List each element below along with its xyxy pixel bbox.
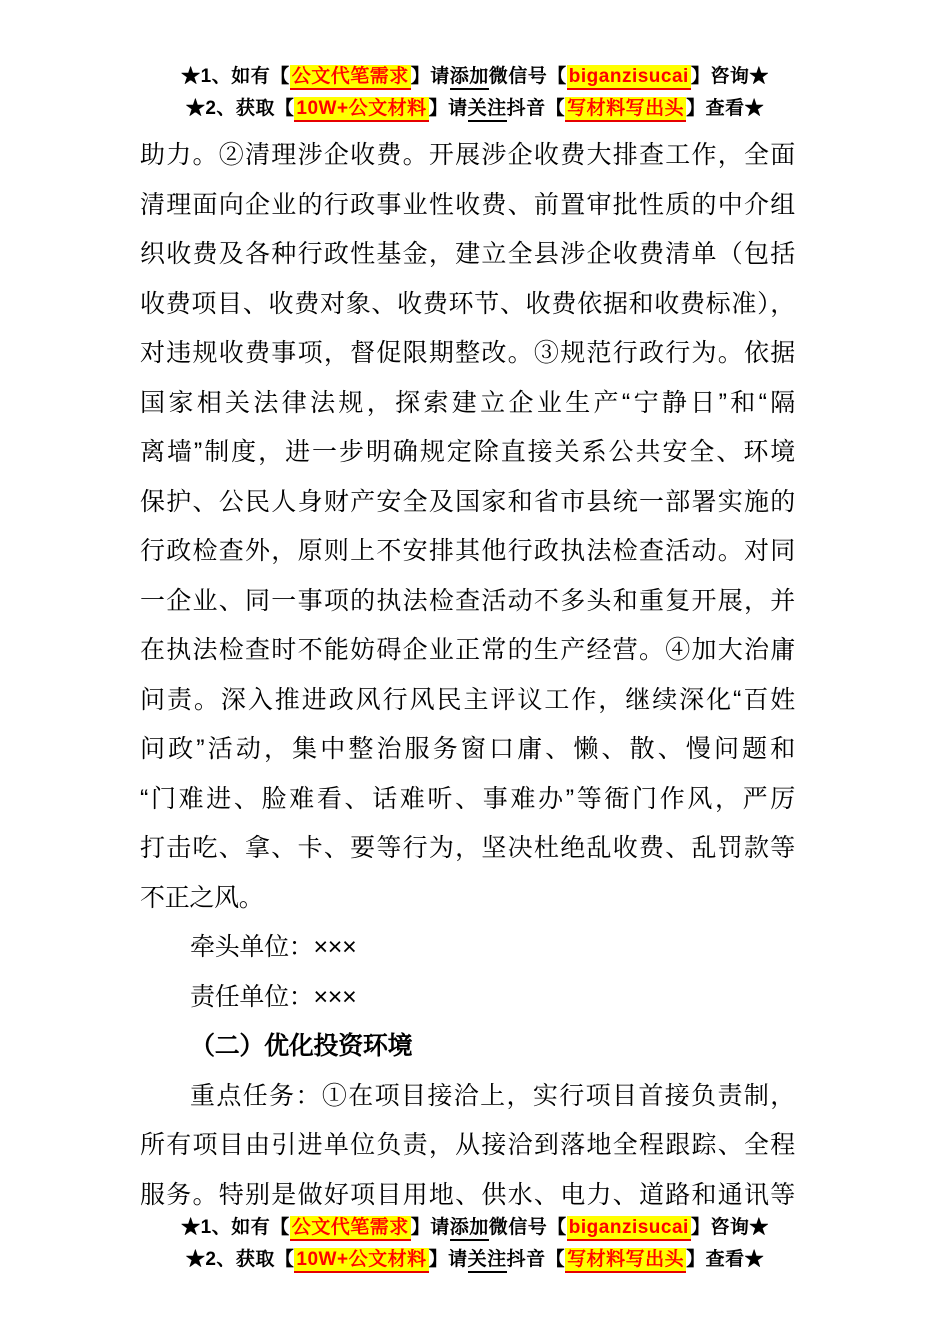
body-line: 在执法检查时不能妨碍企业正常的生产经营。④加大治庸 [140, 636, 795, 664]
promo-text: ★2、获取【 [185, 98, 295, 119]
body-line: 服务。特别是做好项目用地、供水、电力、道路和通讯等 [140, 1180, 795, 1209]
promo-text: 微信号【 [488, 1217, 567, 1238]
promo-footer-line-1 [0, 1212, 950, 1244]
promo-text: 】请 [410, 66, 450, 87]
promo-underline-text: 关注 [468, 1249, 507, 1273]
promo-text: ★1、如有【 [181, 66, 290, 87]
promo-highlight-text: 10W+公文材料 [294, 1248, 428, 1273]
promo-highlight-text: biganzisucai [567, 1216, 691, 1241]
promo-highlight-text: 10W+公文材料 [294, 97, 428, 122]
promo-highlight-text: 公文代笔需求 [290, 1216, 411, 1241]
duty-unit-line: 责任单位：××× [190, 982, 357, 1011]
body-line: “门难进、脸难看、话难听、事难办”等衙门作风，严厉 [140, 784, 795, 813]
promo-underline-text: 关注 [468, 98, 507, 122]
promo-highlight-text: 写材料写出头 [565, 1248, 686, 1273]
promo-highlight-text: 写材料写出头 [565, 97, 686, 122]
body-line: 问责。深入推进政风行风民主评议工作，继续深化“百姓 [140, 685, 795, 714]
body-line: 重点任务：①在项目接洽上，实行项目首接负责制， [190, 1081, 795, 1110]
section-heading: （二）优化投资环境 [190, 1032, 413, 1060]
promo-highlight-text: biganzisucai [567, 65, 691, 90]
document-body [140, 131, 795, 1220]
body-line: 收费项目、收费对象、收费环节、收费依据和收费标准）， [140, 289, 795, 318]
body-line: 一企业、同一事项的执法检查活动不多头和重复开展，并 [140, 586, 795, 615]
promo-text: 微信号【 [488, 66, 567, 87]
promo-footer-line-2 [0, 1244, 950, 1276]
promo-underline-text: 添加 [450, 1217, 489, 1241]
promo-text: 】请 [428, 98, 468, 119]
body-line: 织收费及各种行政性基金，建立全县涉企收费清单（包括 [140, 240, 795, 268]
body-line: 保护、公民人身财产安全及国家和省市县统一部署实施的 [140, 487, 795, 516]
body-line: 问政”活动，集中整治服务窗口庸、懒、散、慢问题和 [140, 735, 795, 763]
promo-text: 】请 [410, 1217, 450, 1238]
body-line: 所有项目由引进单位负责，从接洽到落地全程跟踪、全程 [140, 1131, 795, 1159]
body-line: 离墙”制度，进一步明确规定除直接关系公共安全、环境 [140, 438, 795, 466]
promo-text: ★2、获取【 [185, 1249, 295, 1270]
lead-unit-line: 牵头单位：××× [190, 933, 357, 961]
promo-header-line-1 [0, 61, 950, 93]
promo-text: ★1、如有【 [181, 1217, 290, 1238]
promo-text: 抖音【 [506, 98, 566, 119]
body-line: 清理面向企业的行政事业性收费、前置审批性质的中介组 [140, 190, 795, 219]
body-line: 不正之风。 [140, 883, 264, 912]
promo-text: 】咨询★ [690, 66, 769, 87]
body-line: 打击吃、拿、卡、要等行为，坚决杜绝乱收费、乱罚款等 [140, 834, 795, 862]
body-line: 行政检查外，原则上不安排其他行政执法检查活动。对同 [140, 537, 795, 565]
promo-header-line-2 [0, 93, 950, 125]
promo-banner-header [0, 0, 950, 125]
promo-text: 】请 [428, 1249, 468, 1270]
promo-banner-footer [0, 1212, 950, 1276]
promo-text: 】咨询★ [690, 1217, 769, 1238]
promo-highlight-text: 公文代笔需求 [290, 65, 411, 90]
promo-underline-text: 添加 [450, 66, 489, 90]
body-line: 国家相关法律法规，探索建立企业生产“宁静日”和“隔 [140, 388, 795, 417]
body-line: 助力。②清理涉企收费。开展涉企收费大排查工作，全面 [140, 141, 795, 169]
promo-text: 】查看★ [686, 98, 765, 119]
body-line: 对违规收费事项，督促限期整改。③规范行政行为。依据 [140, 339, 795, 367]
promo-text: 抖音【 [506, 1249, 566, 1270]
promo-text: 】查看★ [686, 1249, 765, 1270]
